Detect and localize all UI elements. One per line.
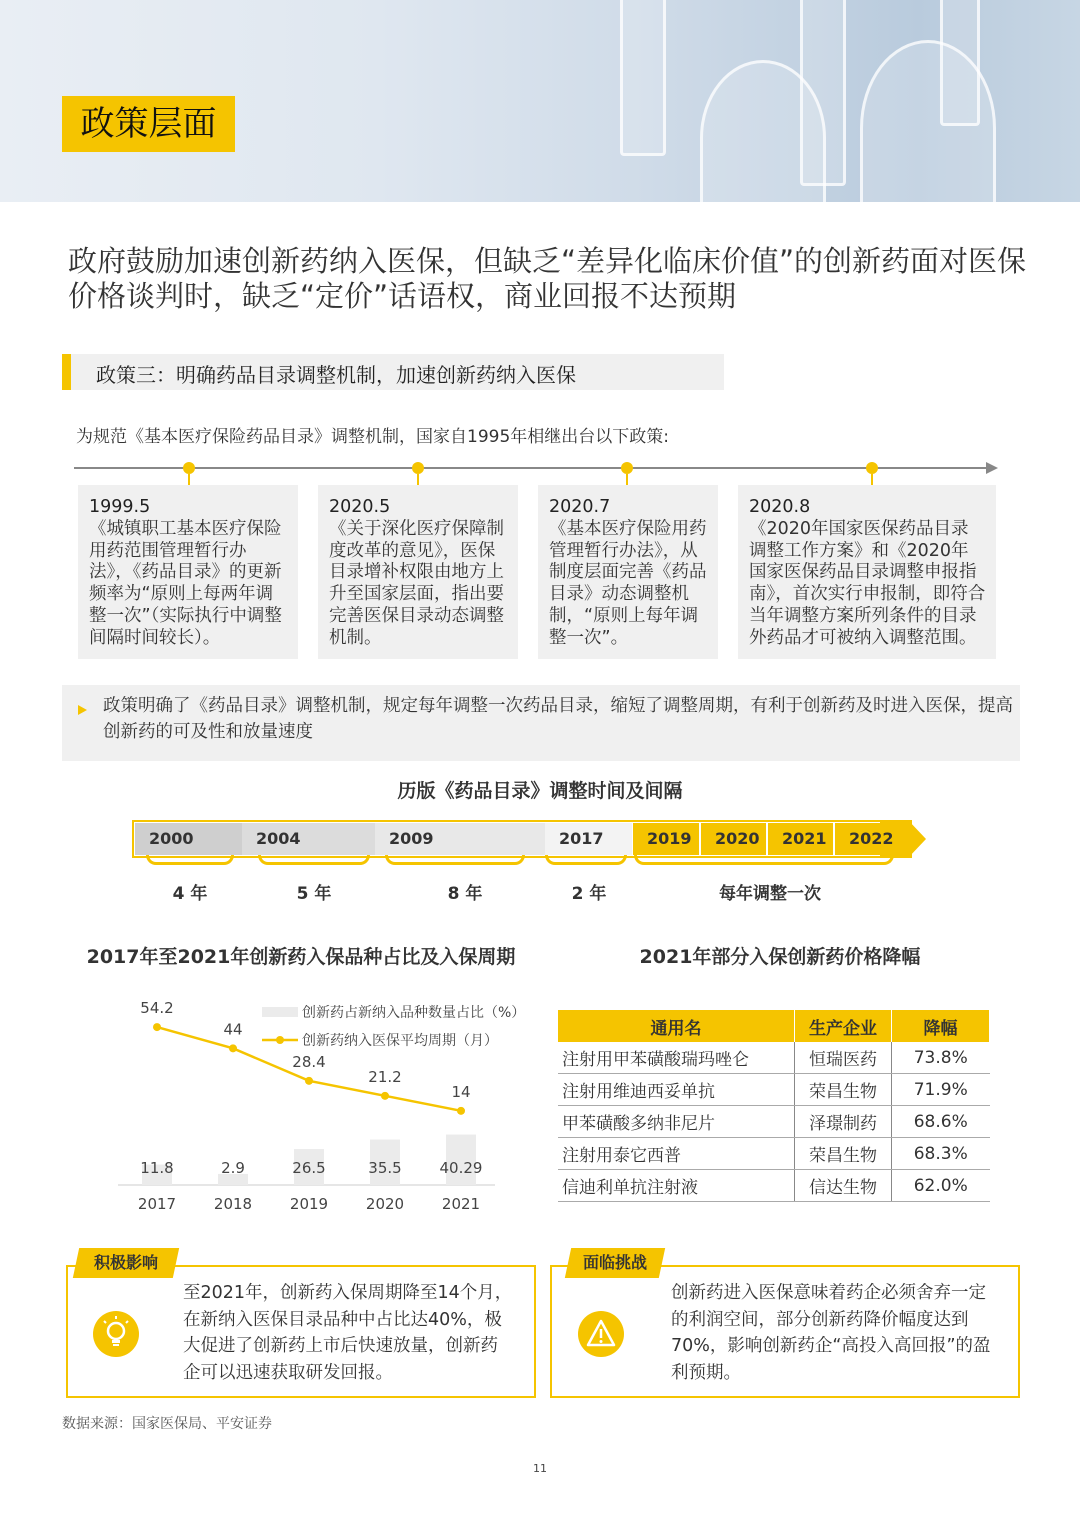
policy-intro: 为规范《基本医疗保险药品目录》调整机制，国家自1995年相继出台以下政策: [76, 427, 669, 447]
timeline-axis [74, 467, 994, 469]
legend-label: 创新药占新纳入品种数量占比（%） [302, 1005, 526, 1021]
table-row [558, 1138, 990, 1170]
company: 荣昌生物 [795, 1074, 892, 1106]
x-tick-label: 2021 [441, 1195, 481, 1213]
timeline-dot [412, 462, 424, 474]
interval-label: 2 年 [571, 884, 607, 904]
table-row [558, 1170, 990, 1202]
event-text: 《2020年国家医保药品目录调整工作方案》和《2020年国家医保药品目录调整申报指南》，首次实行申报制，即符合当年调整方案所列条件的目录外药品才可被纳入调整范围。 [749, 518, 986, 648]
line-label: 44 [223, 1020, 243, 1039]
line-label: 21.2 [368, 1067, 402, 1086]
interval-brace [146, 855, 234, 865]
drug-name: 注射用甲苯磺酸瑞玛唑仑 [558, 1042, 795, 1074]
price-cut: 71.9% [892, 1074, 990, 1106]
price-cut: 68.3% [892, 1138, 990, 1170]
timeline-card [78, 485, 298, 659]
bar-label: 40.29 [439, 1159, 483, 1177]
interval-brace [258, 855, 370, 865]
x-tick-label: 2018 [213, 1195, 253, 1213]
version-year: 2004 [242, 823, 375, 855]
timeline-card [738, 485, 996, 659]
line-point [229, 1044, 237, 1052]
column-header: 降幅 [892, 1010, 990, 1042]
price-table [558, 1010, 990, 1202]
table-row [558, 1106, 990, 1138]
table-header-row [558, 1010, 990, 1042]
challenge-text: 创新药进入医保意味着药企必须舍弃一定的利润空间，部分创新药降价幅度达到70%，影响创新药企“高投入高回报”的盈利预期。 [671, 1283, 991, 1383]
policy-title: 政策三：明确药品目录调整机制，加速创新药纳入医保 [96, 363, 576, 387]
line-point [153, 1023, 161, 1031]
version-year: 2017 [545, 823, 632, 855]
version-year: 2019 [633, 823, 699, 855]
policy-note [62, 685, 1020, 761]
event-date: 2020.7 [549, 497, 611, 517]
interval-label: 8 年 [447, 884, 483, 904]
data-source: 数据来源：国家医保局、平安证券 [62, 1416, 272, 1432]
drug-name: 甲苯磺酸多纳非尼片 [558, 1106, 795, 1138]
price-cut: 68.6% [892, 1106, 990, 1138]
interval-label: 4 年 [172, 884, 208, 904]
drug-name: 信迪利单抗注射液 [558, 1170, 795, 1202]
timeline-dot [866, 462, 878, 474]
policy-note-text: 政策明确了《药品目录》调整机制，规定每年调整一次药品目录，缩短了调整周期，有利于创新药及时进入医保，提高创新药的可及性和放量速度 [103, 696, 1013, 742]
timeline-dot [621, 462, 633, 474]
timeline-card [538, 485, 718, 659]
timeline-dot [183, 462, 195, 474]
version-year: 2020 [701, 823, 766, 855]
column-header: 生产企业 [795, 1010, 892, 1042]
drug-name: 注射用泰它西普 [558, 1138, 795, 1170]
bullet-arrow-icon [78, 705, 87, 715]
timeline-arrow-icon [986, 462, 998, 474]
timeline-card [318, 485, 518, 659]
interval-brace [634, 855, 894, 865]
event-date: 2020.5 [329, 497, 391, 517]
interval-brace [385, 855, 525, 865]
versions-title: 历版《药品目录》调整时间及间隔 [397, 780, 683, 802]
version-year: 2009 [375, 823, 545, 855]
price-cut: 73.8% [892, 1042, 990, 1074]
event-text: 《关于深化医疗保障制度改革的意见》，医保目录增补权限由地方上升至国家层面，指出要完善医保目录动态调整机制。 [329, 518, 504, 648]
positive-impact-tag: 积极影响 [73, 1248, 179, 1278]
chart-title: 2017年至2021年创新药入保品种占比及入保周期 [86, 946, 516, 968]
column-header: 通用名 [558, 1010, 795, 1042]
lightbulb-icon [93, 1311, 139, 1357]
interval-label: 每年调整一次 [719, 884, 821, 904]
line-point [381, 1092, 389, 1100]
page-number: 11 [533, 1462, 547, 1475]
bar-label: 35.5 [368, 1159, 402, 1177]
event-date: 2020.8 [749, 497, 811, 517]
version-year: 2021 [768, 823, 833, 855]
positive-impact-text: 至2021年，创新药入保周期降至14个月，在新纳入医保目录品种中占比达40%，极大促进了创新药上市后快速放量，创新药企可以迅速获取研发回报。 [183, 1283, 513, 1383]
table-row [558, 1042, 990, 1074]
challenge-tag: 面临挑战 [565, 1248, 665, 1278]
price-cut: 62.0% [892, 1170, 990, 1202]
company: 荣昌生物 [795, 1138, 892, 1170]
legend-bar-swatch [262, 1007, 298, 1017]
version-year: 2000 [135, 823, 242, 855]
table-title: 2021年部分入保创新药价格降幅 [639, 946, 921, 968]
bar-label: 2.9 [221, 1159, 245, 1177]
company: 信达生物 [795, 1170, 892, 1202]
line-label: 14 [451, 1082, 471, 1101]
x-tick-label: 2017 [137, 1195, 177, 1213]
page-headline: 政府鼓励加速创新药纳入医保，但缺乏“差异化临床价值”的创新药面对医保价格谈判时，缺乏“定价”话语权，商业回报不达预期 [68, 244, 1027, 313]
table-row [558, 1074, 990, 1106]
event-text: 《基本医疗保险用药管理暂行办法》，从制度层面完善《药品目录》动态调整机制，“原则上每年调整一次”。 [549, 518, 707, 648]
legend-label: 创新药纳入医保平均周期（月） [302, 1033, 498, 1049]
event-date: 1999.5 [89, 497, 151, 517]
section-tag: 政策层面 [62, 96, 235, 152]
x-tick-label: 2019 [289, 1195, 329, 1213]
legend-line-marker [276, 1036, 284, 1044]
combo-chart [110, 995, 540, 1220]
policy-subheading [62, 354, 724, 390]
drug-name: 注射用维迪西妥单抗 [558, 1074, 795, 1106]
x-tick-label: 2020 [365, 1195, 405, 1213]
event-text: 《城镇职工基本医疗保险用药范围管理暂行办法》，《药品目录》的更新频率为“原则上每两年调整一次”（实际执行中调整间隔时间较长）。 [89, 518, 282, 648]
warning-icon [578, 1311, 624, 1357]
line-label: 54.2 [140, 999, 174, 1018]
line-point [305, 1077, 313, 1085]
bar-label: 11.8 [140, 1159, 174, 1177]
interval-label: 5 年 [296, 884, 332, 904]
line-label: 28.4 [292, 1052, 326, 1071]
version-year: 2022 [835, 823, 905, 855]
line-point [457, 1107, 465, 1115]
company: 恒瑞医药 [795, 1042, 892, 1074]
bar-label: 26.5 [292, 1159, 326, 1177]
interval-brace [545, 855, 627, 865]
company: 泽璟制药 [795, 1106, 892, 1138]
